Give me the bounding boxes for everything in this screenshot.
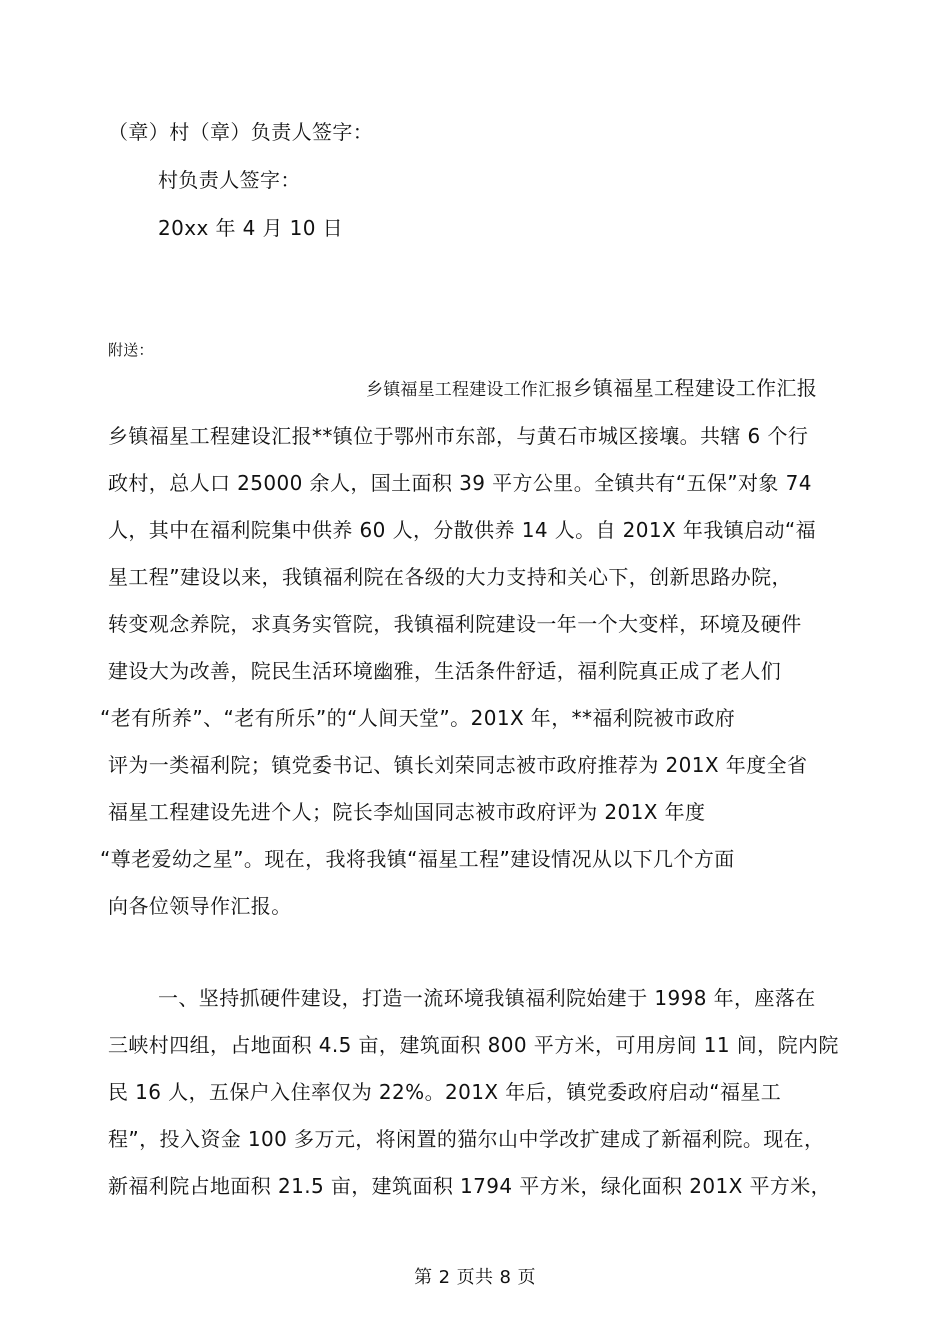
body-line: 人，其中在福利院集中供养 60 人，分散供养 14 人。自 201X 年我镇启动“福 — [108, 518, 817, 542]
section1-line: 一、坚持抓硬件建设，打造一流环境我镇福利院始建于 1998 年，座落在 — [158, 986, 816, 1010]
body-line: “老有所养”、“老有所乐”的“人间天堂”。201X 年，**福利院被市政府 — [100, 706, 736, 730]
body-line: 乡镇福星工程建设汇报**镇位于鄂州市东部，与黄石市城区接壤。共辖 6 个行 — [108, 424, 809, 448]
heading-small-title: 乡镇福星工程建设工作汇报 — [366, 380, 573, 400]
signature-line-village-head: 村负责人签字： — [158, 168, 301, 192]
signature-line-stamp: （章）村（章）负责人签字： — [108, 120, 374, 144]
body-line: 转变观念养院，求真务实管院，我镇福利院建设一年一个大变样，环境及硬件 — [108, 612, 802, 636]
heading-large-title: 乡镇福星工程建设工作汇报 — [572, 376, 818, 400]
body-line: 评为一类福利院；镇党委书记、镇长刘荣同志被市政府推荐为 201X 年度全省 — [108, 753, 808, 777]
signature-date: 20xx 年 4 月 10 日 — [158, 216, 344, 240]
body-line: 建设大为改善，院民生活环境幽雅，生活条件舒适，福利院真正成了老人们 — [108, 659, 782, 683]
section1-line: 三峡村四组，占地面积 4.5 亩，建筑面积 800 平方米，可用房间 11 间，院内院 — [108, 1033, 839, 1057]
body-line: “尊老爱幼之星”。现在，我将我镇“福星工程”建设情况从以下几个方面 — [100, 847, 735, 871]
page-footer: 第 2 页共 8 页 — [414, 1267, 536, 1288]
body-line: 向各位领导作汇报。 — [108, 894, 292, 918]
body-line: 政村，总人口 25000 余人，国土面积 39 平方公里。全镇共有“五保”对象 74 — [108, 471, 812, 495]
body-line: 福星工程建设先进个人；院长李灿国同志被市政府评为 201X 年度 — [108, 800, 706, 824]
section1-line: 新福利院占地面积 21.5 亩，建筑面积 1794 平方米，绿化面积 201X 平方米， — [108, 1174, 832, 1198]
section1-line: 民 16 人，五保户入住率仅为 22%。201X 年后，镇党委政府启动“福星工 — [108, 1080, 782, 1104]
body-line: 星工程”建设以来，我镇福利院在各级的大力支持和关心下，创新思路办院， — [108, 565, 792, 589]
attachment-label: 附送： — [108, 341, 154, 359]
heading-line — [366, 374, 817, 404]
section1-line: 程”，投入资金 100 多万元，将闲置的猫尔山中学改扩建成了新福利院。现在， — [108, 1127, 825, 1151]
